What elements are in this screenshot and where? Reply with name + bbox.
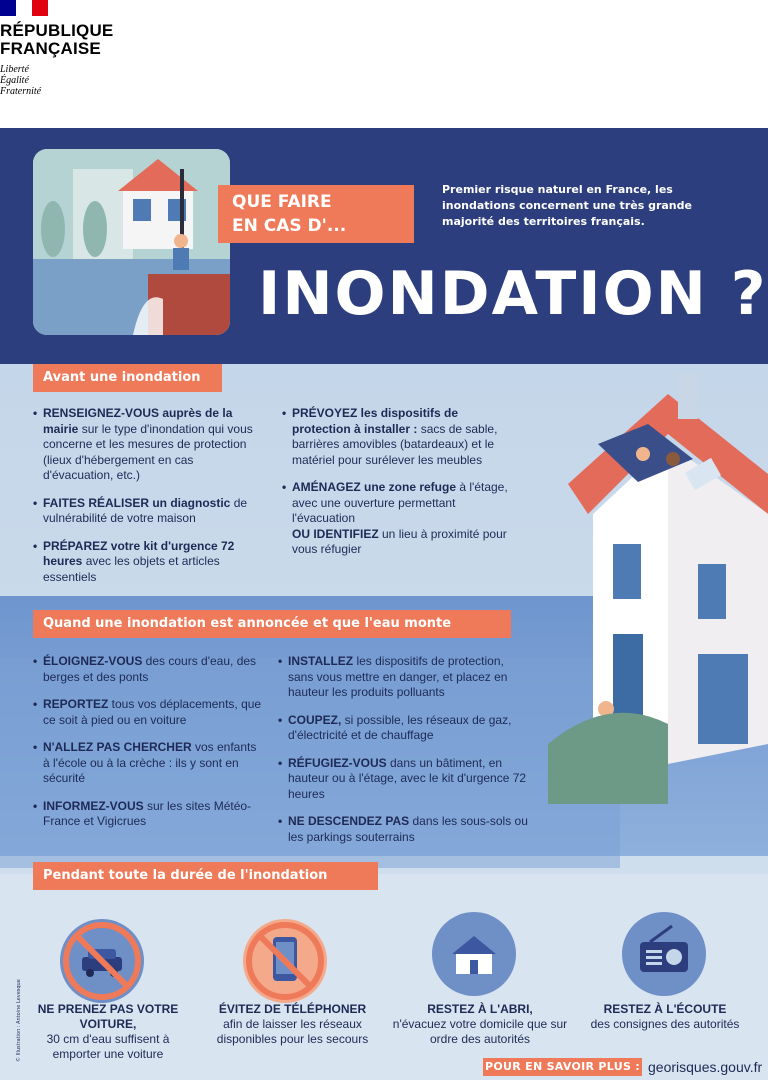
que-faire-tag: QUE FAIRE EN CAS D'... — [218, 185, 414, 243]
georisques-link[interactable]: georisques.gouv.fr — [648, 1059, 763, 1075]
tip-listen: RESTEZ À L'ÉCOUTE des consignes des autorités — [590, 1002, 740, 1031]
quand-right-column — [278, 654, 528, 857]
running-man-flood-illustration — [33, 149, 230, 335]
avant-left-column — [33, 406, 253, 597]
list-item: • N'ALLEZ PAS CHERCHER vos enfants à l'école ou à la crèche : ils y sont en sécurité — [33, 740, 263, 787]
section-avant-title: Avant une inondation — [33, 364, 222, 392]
list-item: • AMÉNAGEZ une zone refuge à l'étage, avec une ouverture permettant l'évacuation — [282, 480, 510, 527]
quand-left-column — [33, 654, 263, 842]
list-item: • INSTALLEZ les dispositifs de protection, sans vous mettre en danger, et placez en hauteur les produits polluants — [278, 654, 528, 701]
tip-no-car: NE PRENEZ PAS VOTRE VOITURE, 30 cm d'eau suffisent à emporter une voiture — [37, 1002, 179, 1061]
house-icon — [432, 912, 516, 996]
content-area — [0, 364, 768, 1080]
list-item: • INFORMEZ-VOUS sur les sites Météo-France et Vigicrues — [33, 799, 263, 830]
intro-text: Premier risque naturel en France, les inondations concernent une très grande majorité des territoires français. — [442, 183, 692, 228]
list-item: • ÉLOIGNEZ-VOUS des cours d'eau, des berges et des ponts — [33, 654, 263, 685]
more-info-label: POUR EN SAVOIR PLUS : — [483, 1058, 642, 1076]
section-pendant-title: Pendant toute la durée de l'inondation — [33, 862, 378, 890]
list-item: • PRÉPAREZ votre kit d'urgence 72 heures avec les objets et articles essentiels — [33, 539, 253, 586]
radio-icon — [622, 912, 706, 996]
section-quand-title: Quand une inondation est annoncée et que l'eau monte — [33, 610, 511, 638]
motto: Liberté Égalité Fraternité — [0, 64, 42, 97]
list-item: • REPORTEZ tous vos déplacements, que ce soit à pied ou en voiture — [33, 697, 263, 728]
list-item: • NE DESCENDEZ PAS dans les sous-sols ou les parkings souterrains — [278, 814, 528, 845]
page-title: INONDATION ? — [258, 259, 768, 329]
republique-francaise-logo: RÉPUBLIQUE FRANÇAISE — [0, 21, 114, 58]
title-banner — [0, 128, 768, 364]
list-item: • FAITES RÉALISER un diagnostic de vulnérabilité de votre maison — [33, 496, 253, 527]
flooded-house-illustration — [548, 364, 768, 804]
avant-right-column — [282, 406, 510, 570]
list-item: • RENSEIGNEZ-VOUS auprès de la mairie sur le type d'inondation qui vous concerne et les mesures de protection (lieux d'hébergement en cas d'évacuation, etc.) — [33, 406, 253, 484]
list-item: • COUPEZ, si possible, les réseaux de gaz, d'électricité et de chauffage — [278, 713, 528, 744]
list-item: • PRÉVOYEZ les dispositifs de protection à installer : sacs de sable, barrières amovibles (batardeaux) et le matériel pour surélever les meubles — [282, 406, 510, 468]
list-item: • RÉFUGIEZ-VOUS dans un bâtiment, en hauteur ou à l'étage, avec le kit d'urgence 72 heures — [278, 756, 528, 803]
header — [0, 0, 768, 128]
list-item-continued: OU IDENTIFIEZ un lieu à proximité pour vous réfugier — [292, 526, 507, 556]
no-car-icon — [60, 919, 144, 1003]
marianne-flag-logo — [0, 0, 48, 16]
tip-stay-inside: RESTEZ À L'ABRI, n'évacuez votre domicile que sur ordre des autorités — [392, 1002, 568, 1046]
no-phone-icon — [243, 919, 327, 1003]
illustration-credit: © Illustration : Antoine Levesque — [16, 979, 22, 1062]
tip-no-phone: ÉVITEZ DE TÉLÉPHONER afin de laisser les réseaux disponibles pour les secours — [216, 1002, 369, 1046]
